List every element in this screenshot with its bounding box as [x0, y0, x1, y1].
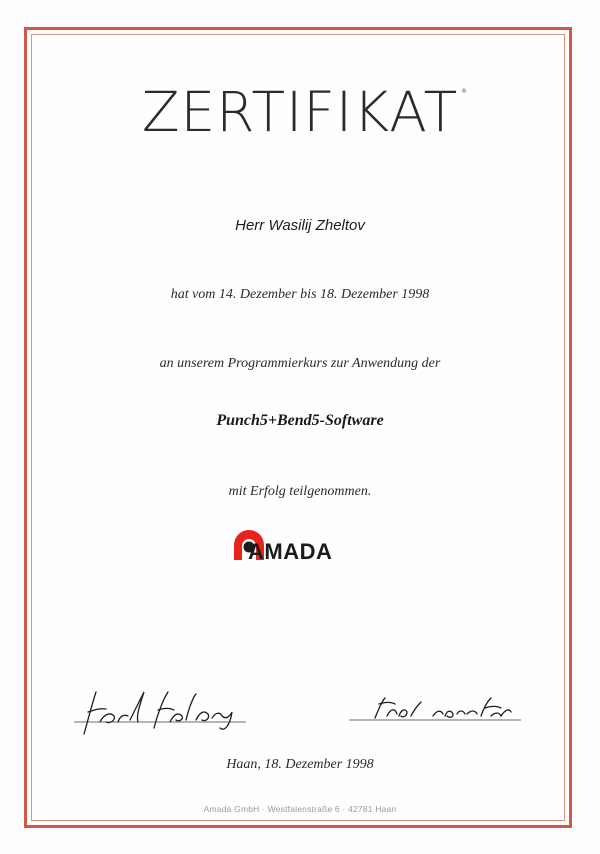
company-address: Amada GmbH · Westfalenstraße 6 · 42781 Haan	[203, 804, 397, 814]
software-name: Punch5+Bend5-Software	[216, 412, 384, 429]
trademark-mark: ®	[461, 88, 467, 95]
certificate-title: ZERTIFIKAT	[141, 80, 459, 144]
amada-logo	[232, 528, 372, 562]
place-and-date: Haan, 18. Dezember 1998	[226, 757, 374, 772]
completion-text: mit Erfolg teilgenommen.	[228, 484, 372, 499]
right-signature	[345, 690, 525, 730]
recipient-name: Herr Wasilij Zheltov	[235, 217, 365, 234]
left-signature	[70, 682, 250, 742]
date-range-text: hat vom 14. Dezember bis 18. Dezember 1998	[170, 287, 430, 302]
course-text: an unserem Programmierkurs zur Anwendung der	[159, 356, 441, 371]
amada-logo-text: AMADA	[248, 539, 333, 562]
